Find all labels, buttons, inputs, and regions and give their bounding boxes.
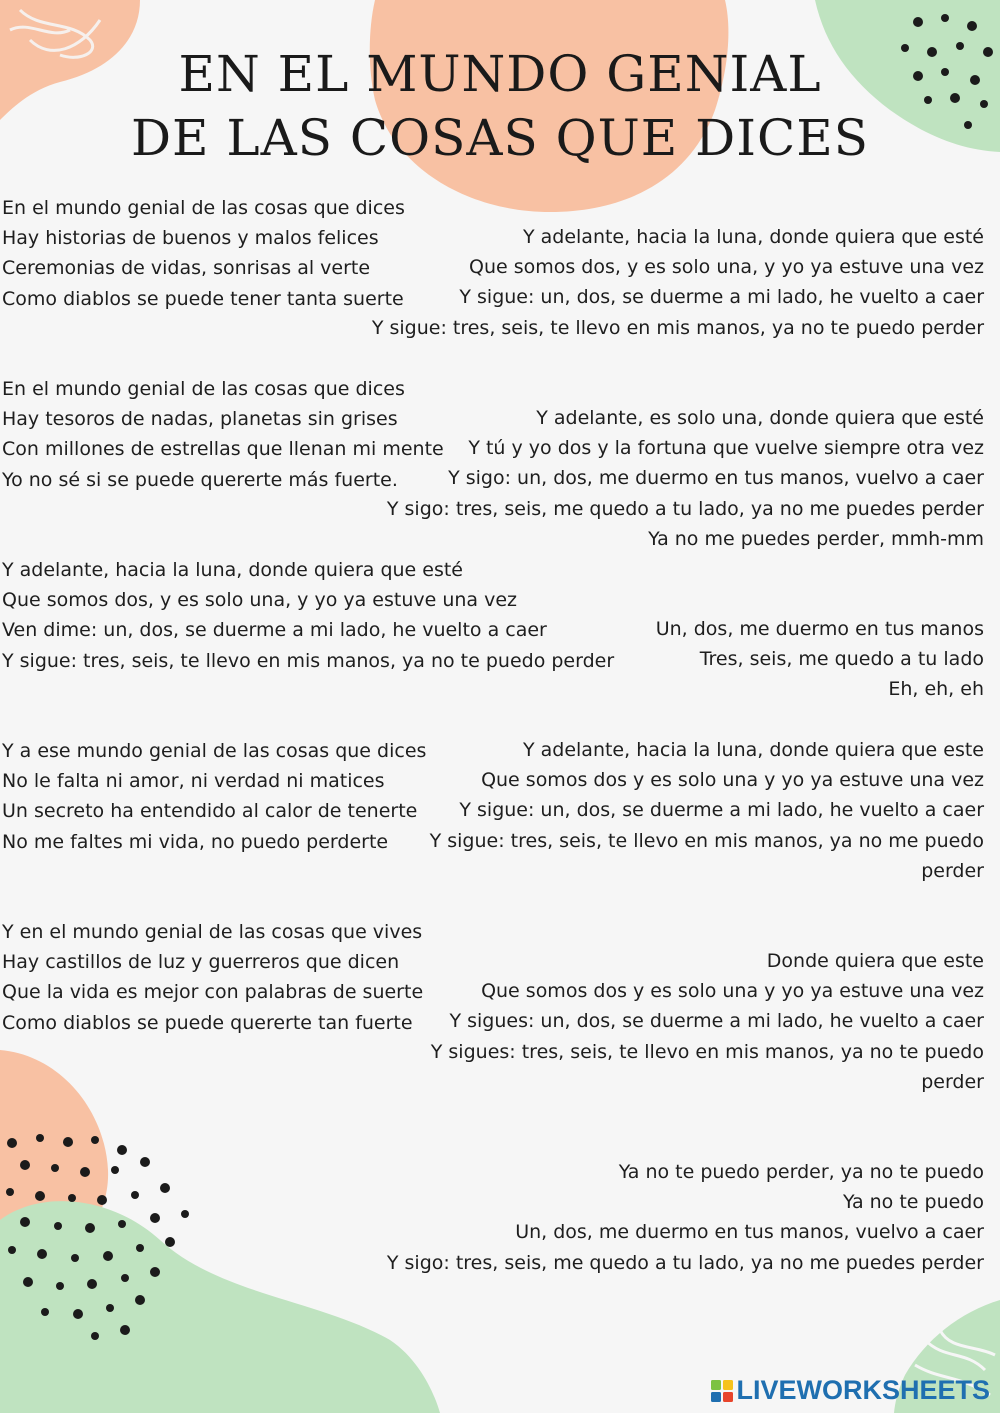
lyric-line: Ya no me puedes perder, mmh-mm xyxy=(648,527,984,550)
lyric-line: Como diablos se puede tener tanta suerte xyxy=(2,287,404,310)
lyric-line: Y sigues: un, dos, se duerme a mi lado, he vuelto a caer xyxy=(449,1010,984,1033)
lyric-line: Que somos dos y es solo una y yo ya estuve una vez xyxy=(481,980,984,1003)
logo-text: LIVEWORKSHEETS xyxy=(736,1375,990,1405)
lyric-line: Y sigue: tres, seis, te llevo en mis manos, ya no te puedo perder xyxy=(2,649,615,672)
lyric-line: perder xyxy=(921,1070,984,1093)
lyric-line: Tres, seis, me quedo a tu lado xyxy=(699,648,984,671)
lyric-line: Y adelante, hacia la luna, donde quiera que esté xyxy=(2,559,464,581)
stanza-3-right xyxy=(656,614,984,705)
lyric-line: Y sigo: un, dos, me duermo en tus manos, vuelvo a caer xyxy=(448,467,984,490)
stanza-3-left xyxy=(2,555,614,676)
lyric-line: Que somos dos, y es solo una, y yo ya estuve una vez xyxy=(468,256,984,279)
green-blob-bottom-left xyxy=(0,1201,440,1413)
lyric-line: No le falta ni amor, ni verdad ni matices xyxy=(2,770,385,793)
lyric-line: No me faltes mi vida, no puedo perderte xyxy=(2,830,389,853)
lyric-line: Ceremonias de vidas, sonrisas al verte xyxy=(2,257,371,280)
lyric-line: Un secreto ha entendido al calor de tenerte xyxy=(2,800,418,823)
lyric-line: En el mundo genial de las cosas que dices xyxy=(2,378,405,400)
stanza-1-right xyxy=(372,222,984,343)
lyric-line: Que la vida es mejor con palabras de suerte xyxy=(2,981,424,1004)
title-line-2: DE LAS COSAS QUE DICES xyxy=(130,109,870,167)
lyric-line: Eh, eh, eh xyxy=(888,678,984,701)
lyric-line: Yo no sé si se puede quererte más fuerte. xyxy=(2,468,398,491)
lyric-line: Un, dos, me duermo en tus manos xyxy=(655,618,984,640)
lyric-line: Ya no te puedo perder, ya no te puedo xyxy=(618,1161,984,1183)
lyric-line: Y en el mundo genial de las cosas que vives xyxy=(2,921,423,943)
title-line-1: EN EL MUNDO GENIAL xyxy=(178,45,822,103)
lyric-line: Y sigue: tres, seis, te llevo en mis manos, ya no me puedo xyxy=(429,829,984,852)
lyric-line: Un, dos, me duermo en tus manos, vuelvo a caer xyxy=(515,1221,984,1244)
lyric-line: Hay tesoros de nadas, planetas sin grises xyxy=(2,408,398,431)
stanza-2-right xyxy=(387,403,984,554)
stanza-2-left xyxy=(2,374,444,495)
lyric-line: Ya no te puedo xyxy=(842,1191,984,1214)
lyric-line: Donde quiera que este xyxy=(766,950,984,972)
lyric-line: Y a ese mundo genial de las cosas que dices xyxy=(2,740,427,762)
lyric-line: Que somos dos y es solo una y yo ya estuve una vez xyxy=(481,769,984,792)
lyric-line: Y adelante, hacia la luna, donde quiera que esté xyxy=(522,226,984,248)
lyric-line: Con millones de estrellas que llenan mi mente xyxy=(2,438,444,461)
lyric-line: Y tú y yo dos y la fortuna que vuelve siempre otra vez xyxy=(468,437,984,460)
lyric-line: Y sigue: tres, seis, te llevo en mis manos, ya no te puedo perder xyxy=(371,316,984,339)
lyric-line: Y sigue: un, dos, se duerme a mi lado, he vuelto a caer xyxy=(459,286,984,309)
lyric-line: Y sigue: un, dos, se duerme a mi lado, he vuelto a caer xyxy=(459,799,984,822)
lyric-line: Y adelante, es solo una, donde quiera que esté xyxy=(536,407,984,429)
lyric-line: Ven dime: un, dos, se duerme a mi lado, he vuelto a caer xyxy=(2,619,547,642)
lws-cube-icon xyxy=(710,1379,734,1403)
lyric-line: Que somos dos, y es solo una, y yo ya estuve una vez xyxy=(2,589,518,612)
lyric-line: En el mundo genial de las cosas que dices xyxy=(2,197,405,219)
lyric-line: perder xyxy=(921,859,984,882)
lyric-line: Y adelante, hacia la luna, donde quiera que este xyxy=(522,739,984,761)
liveworksheets-logo[interactable] xyxy=(710,1375,990,1406)
stanza-6-right xyxy=(387,1157,984,1278)
lyric-line: Como diablos se puede quererte tan fuerte xyxy=(2,1011,413,1034)
lyric-line: Y sigo: tres, seis, me quedo a tu lado, ya no me puedes perder xyxy=(386,497,984,520)
stanza-1-left xyxy=(2,193,405,314)
stanza-5-left xyxy=(2,917,423,1038)
page-title xyxy=(0,42,1000,170)
lyric-line: Hay historias de buenos y malos felices xyxy=(2,227,379,250)
lyric-line: Y sigues: tres, seis, te llevo en mis manos, ya no te puedo xyxy=(430,1040,984,1063)
lyric-line: Y sigo: tres, seis, me quedo a tu lado, ya no me puedes perder xyxy=(386,1251,984,1274)
stanza-5-right xyxy=(431,946,984,1097)
stanza-4-right xyxy=(430,735,984,886)
stanza-4-left xyxy=(2,736,426,857)
lyric-line: Hay castillos de luz y guerreros que dicen xyxy=(2,951,400,974)
